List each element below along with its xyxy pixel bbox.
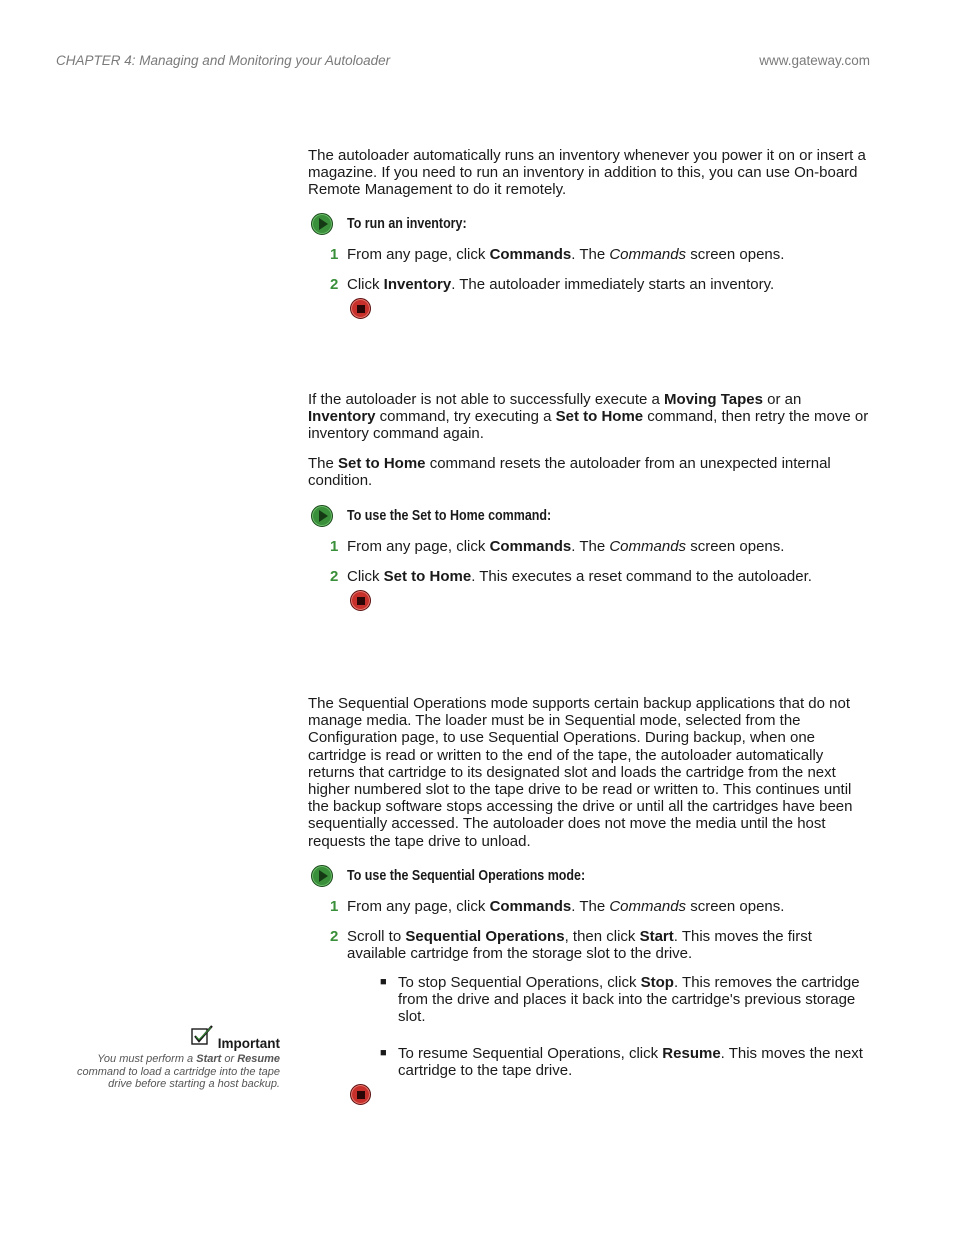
- important-label: Important: [217, 1036, 280, 1051]
- procedure-title: To use the Sequential Operations mode:: [347, 868, 586, 884]
- checkmark-icon: [191, 1024, 215, 1051]
- set-home-procedure-heading: [311, 505, 584, 527]
- set-home-para-2: The Set to Home command resets the autoloader from an unexpected internal condition.: [308, 455, 831, 490]
- procedure-title: To use the Set to Home command:: [347, 508, 552, 524]
- stop-icon: [350, 298, 371, 319]
- sequential-bullet-resume: [380, 1045, 870, 1079]
- important-text: You must perform a Start or Resume command to load a cartridge into the tape drive before starting a host backup.: [76, 1053, 280, 1091]
- step-text: From any page, click Commands. The Commands screen opens.: [347, 538, 785, 555]
- step-number: 2: [330, 928, 339, 945]
- step-text: Click Set to Home. This executes a reset command to the autoloader.: [347, 568, 812, 585]
- step-number: 2: [330, 276, 339, 293]
- step-text: Scroll to Sequential Operations, then click Start. This moves the first available cartridge from the storage slot to the drive.: [347, 928, 812, 963]
- bullet-mark: ■: [380, 976, 387, 988]
- inventory-intro: The autoloader automatically runs an inventory whenever you power it on or insert a magazine. If you need to run an inventory in addition to this, you can use On-board Remote Management to do it remotely.: [308, 147, 866, 199]
- inventory-step-1: [330, 246, 870, 263]
- commands-ref: Commands: [489, 246, 572, 263]
- step-text: Click Inventory. The autoloader immediately starts an inventory.: [347, 276, 775, 293]
- play-icon: [311, 865, 333, 887]
- sequential-procedure-heading: [311, 865, 624, 887]
- inventory-step-2: [330, 276, 870, 293]
- step-number: 1: [330, 246, 339, 263]
- stop-icon: [350, 590, 371, 611]
- step-text: From any page, click Commands. The Commands screen opens.: [347, 898, 785, 915]
- bullet-mark: ■: [380, 1047, 387, 1059]
- step-text: From any page, click Commands. The Commands screen opens.: [347, 246, 785, 263]
- step-number: 1: [330, 538, 339, 555]
- sequential-step-1: [330, 898, 870, 915]
- sequential-intro: The Sequential Operations mode supports certain backup applications that do not manage media. The loader must be in Sequential mode, selected from the Configuration page, to use Sequential Operations. During backup, when one cartridge is read or written to the end of the tape, the autoloader automatically returns that cartridge to its designated slot and loads the cartridge from the next higher numbered slot to the tape drive to be read or written to. This continues until the backup software stops accessing the drive or until all the cartridges have been sequentially accessed. The autoloader does not move the media until the host requests the tape drive to unload.: [308, 695, 853, 850]
- procedure-title: To run an inventory:: [347, 216, 467, 232]
- step-number: 1: [330, 898, 339, 915]
- inventory-ref: Inventory: [383, 276, 452, 293]
- bullet-text: To stop Sequential Operations, click Stop. This removes the cartridge from the drive and places it back into the cartridge's previous storage slot.: [398, 974, 860, 1026]
- set-home-para-1: If the autoloader is not able to successfully execute a Moving Tapes or an Inventory command, try executing a Set to Home command, then retry the move or inventory command again.: [308, 391, 869, 443]
- set-home-step-2: [330, 568, 870, 585]
- play-icon: [311, 213, 333, 235]
- header-chapter: CHAPTER 4: Managing and Monitoring your Autoloader: [56, 53, 391, 68]
- header-site-link[interactable]: www.gateway.com: [759, 53, 870, 68]
- bullet-text: To resume Sequential Operations, click Resume. This moves the next cartridge to the tape drive.: [398, 1045, 863, 1080]
- important-note: [60, 1024, 280, 1091]
- stop-icon: [350, 1084, 371, 1105]
- set-home-step-1: [330, 538, 870, 555]
- step-number: 2: [330, 568, 339, 585]
- play-icon: [311, 505, 333, 527]
- sequential-bullet-stop: [380, 974, 870, 1026]
- inventory-procedure-heading: [311, 213, 486, 235]
- sequential-step-2: [330, 928, 870, 962]
